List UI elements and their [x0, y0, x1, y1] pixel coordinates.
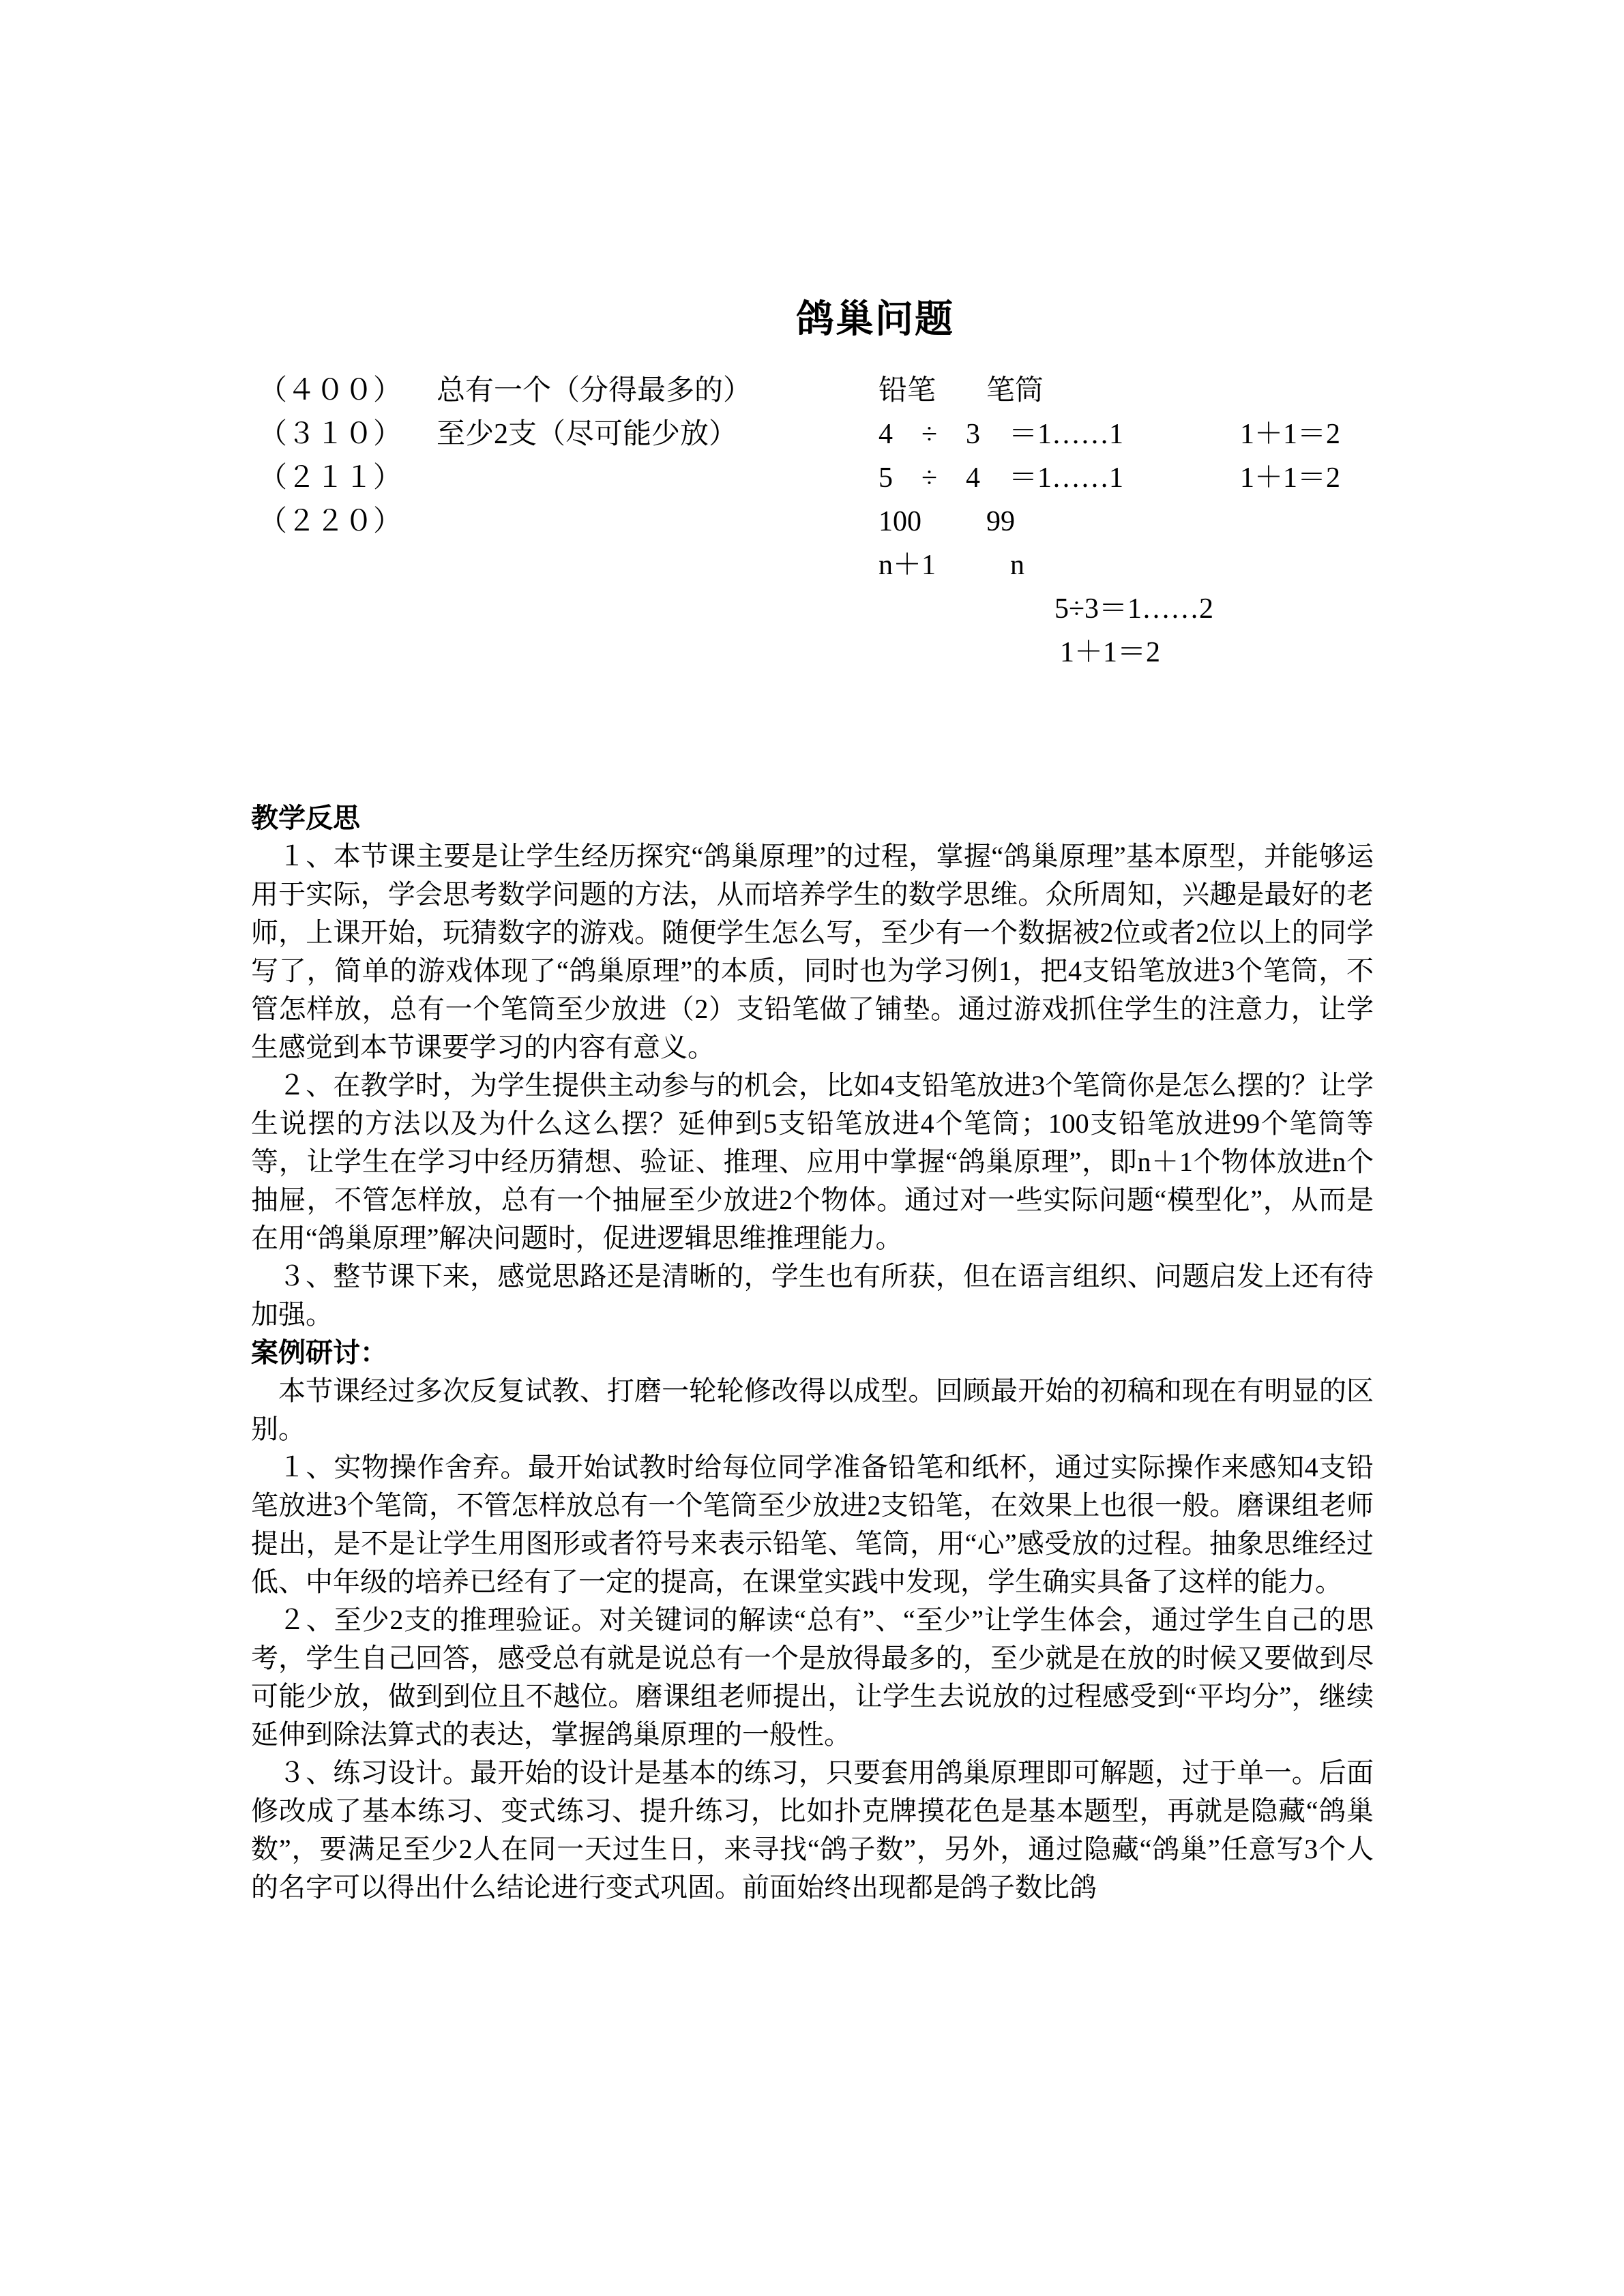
- case-study-paragraph-4: ３、练习设计。最开始的设计是基本的练习，只要套用鸽巢原理即可解题，过于单一。后面修改成了基本练习、变式练习、提升练习，比如扑克牌摸花色是基本题型，再就是隐藏“鸽巢数”，要满足至少2人在同一天过生日，来寻找“鸽子数”，另外，通过隐藏“鸽巢”任意写3个人的名字可以得出什么结论进行变式巩固。前面始终出现都是鸽子数比鸽: [251, 1757, 1374, 1903]
- note-at-least-two: 至少2支（尽可能少放）: [437, 419, 738, 450]
- combo-211: （２１１）: [259, 462, 402, 494]
- combo-310: （３１０）: [259, 419, 402, 450]
- case-study-paragraph-1: 本节课经过多次反复试教、打磨一轮轮修改得以成型。回顾最开始的初稿和现在有明显的区别。: [251, 1375, 1374, 1444]
- equation-1-plus-1-c: 1＋1＝2: [1060, 637, 1161, 668]
- equation-1-plus-1-a: 1＋1＝2: [1240, 419, 1341, 450]
- body-text: [251, 799, 1374, 1907]
- reflection-paragraph-1: １、本节课主要是让学生经历探究“鸽巢原理”的过程，掌握“鸽巢原理”基本原型，并能够运用于实际，学会思考数学问题的方法，从而培养学生的数学思维。众所周知，兴趣是最好的老师，上课开始，玩猜数字的游戏。随便学生怎么写，至少有一个数据被2位或者2位以上的同学写了，简单的游戏体现了“鸽巢原理”的本质，同时也为学习例1，把4支铅笔放进3个笔筒，不管怎样放，总有一个笔筒至少放进（2）支铅笔做了铺垫。通过游戏抓住学生的注意力，让学生感觉到本节课要学习的内容有意义。: [251, 841, 1374, 1062]
- equation-1-plus-1-b: 1＋1＝2: [1240, 462, 1341, 494]
- equation-4-div-3: 4 ÷ 3 ＝1……1: [879, 419, 1124, 450]
- case-study-paragraph-2: １、实物操作舍弃。最开始试教时给每位同学准备铅笔和纸杯，通过实际操作来感知4支铅笔放进3个笔筒，不管怎样放总有一个笔筒至少放进2支铅笔，在效果上也很一般。磨课组老师提出，是不是让学生用图形或者符号来表示铅笔、笔筒，用“心”感受放的过程。抽象思维经过低、中年级的培养已经有了一定的提高，在课堂实践中发现，学生确实具备了这样的能力。: [251, 1452, 1374, 1597]
- label-pencil: 铅笔: [879, 375, 936, 406]
- note-total-one: 总有一个（分得最多的）: [437, 375, 752, 406]
- expression-n: n: [1010, 550, 1024, 581]
- number-99: 99: [986, 506, 1015, 537]
- case-study-paragraph-3: ２、至少2支的推理验证。对关键词的解读“总有”、“至少”让学生体会，通过学生自己的思考，学生自己回答，感受总有就是说总有一个是放得最多的，至少就是在放的时候又要做到尽可能少放，做到到位且不越位。磨课组老师提出，让学生去说放的过程感受到“平均分”，继续延伸到除法算式的表达，掌握鸽巢原理的一般性。: [251, 1605, 1374, 1750]
- equation-5-div-3: 5÷3＝1……2: [1054, 593, 1214, 625]
- label-pen-holder: 笔筒: [986, 375, 1044, 406]
- combo-220: （２２０）: [259, 506, 402, 537]
- expression-n-plus-1: n＋1: [879, 550, 936, 581]
- number-100: 100: [879, 506, 921, 537]
- page-title: 鸽巢问题: [796, 299, 954, 341]
- reflection-paragraph-3: ３、整节课下来，感觉思路还是清晰的，学生也有所获，但在语言组织、问题启发上还有待加强。: [251, 1261, 1374, 1330]
- reflection-paragraph-2: ２、在教学时，为学生提供主动参与的机会，比如4支铅笔放进3个笔筒你是怎么摆的？让学生说摆的方法以及为什么这么摆？延伸到5支铅笔放进4个笔筒；100支铅笔放进99个笔筒等等，让学生在学习中经历猜想、验证、推理、应用中掌握“鸽巢原理”，即n＋1个物体放进n个抽屉，不管怎样放，总有一个抽屉至少放进2个物体。通过对一些实际问题“模型化”，从而是在用“鸽巢原理”解决问题时，促进逻辑思维推理能力。: [251, 1070, 1374, 1253]
- section-heading-reflection: 教学反思: [251, 803, 360, 833]
- equation-5-div-4: 5 ÷ 4 ＝1……1: [879, 462, 1124, 494]
- section-heading-case-study: 案例研讨：: [251, 1337, 387, 1368]
- combo-400: （４００）: [259, 375, 402, 406]
